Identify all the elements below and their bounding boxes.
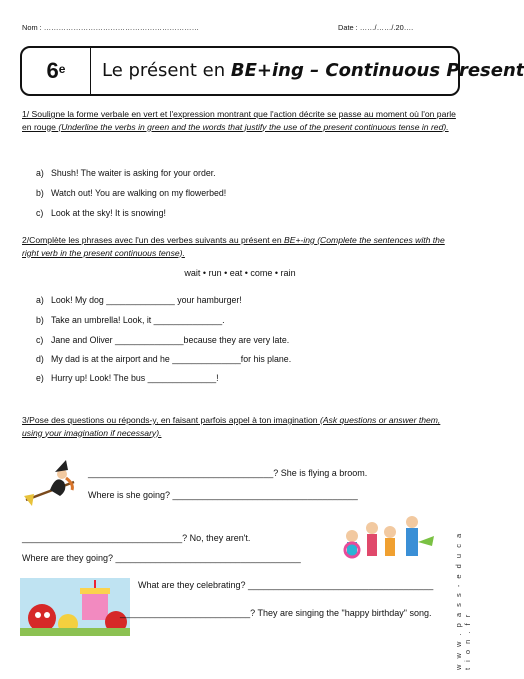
ex3-line: ________________________________? No, they aren't. bbox=[22, 533, 251, 543]
birthday-party-illustration bbox=[20, 578, 130, 636]
item-label: b) bbox=[36, 315, 44, 325]
date-field: Date : ……/……/.20…. bbox=[338, 23, 414, 32]
item-label: c) bbox=[36, 335, 44, 345]
ex2-item bbox=[36, 335, 289, 345]
item-text: My dad is at the airport and he ______________for his plane. bbox=[51, 354, 292, 364]
ex2-item bbox=[36, 315, 225, 325]
ex1-instruction bbox=[22, 108, 458, 133]
ex3-instruction-en: (Ask questions or answer them, using your imagination if necessary). bbox=[22, 415, 441, 438]
verb-list: wait • run • eat • come • rain bbox=[184, 268, 296, 278]
ex2-item bbox=[36, 373, 219, 383]
item-text: Look at the sky! It is snowing! bbox=[51, 208, 166, 218]
witch-illustration bbox=[22, 460, 82, 508]
ex1-instruction-en: (Underline the verbs in green and the words that justify the use of the present continuous tense in red). bbox=[58, 121, 449, 132]
ex3-line: _____________________________________? She is flying a broom. bbox=[88, 468, 368, 478]
item-label: c) bbox=[36, 208, 44, 218]
item-label: a) bbox=[36, 295, 44, 305]
website-watermark: w w w . p a s s - e d u c a t i o n . f r bbox=[454, 531, 472, 670]
ex3-instruction-fr: 3/Pose des questions ou réponds-y, en faisant parfois appel à ton imagination bbox=[22, 415, 320, 425]
ex2-instruction-en: (Complete the sentences with the right verb in the present continuous tense). bbox=[22, 235, 445, 258]
item-label: b) bbox=[36, 188, 44, 198]
title-italic: BE+ing – Continuous Present bbox=[230, 60, 524, 81]
ex1-instruction-fr: 1/ Souligne la forme verbale en vert et l'expression montrant que l'action décrite se passe au moment où l'on parle en rouge bbox=[22, 109, 456, 132]
item-text: Look! My dog ______________ your hamburger! bbox=[51, 295, 242, 305]
item-label: d) bbox=[36, 354, 44, 364]
ex2-item bbox=[36, 354, 291, 364]
beach-family-illustration bbox=[342, 514, 438, 562]
title-box bbox=[20, 46, 524, 96]
item-text: Take an umbrella! Look, it ______________. bbox=[51, 315, 225, 325]
ex3-instruction bbox=[22, 414, 458, 439]
ex1-item bbox=[36, 208, 166, 218]
ex2-instruction bbox=[22, 234, 458, 259]
item-label: a) bbox=[36, 168, 44, 178]
item-text: Shush! The waiter is asking for your order. bbox=[51, 168, 216, 178]
item-label: e) bbox=[36, 373, 44, 383]
grade-superscript: e bbox=[58, 62, 66, 76]
item-text: Hurry up! Look! The bus ______________! bbox=[51, 373, 219, 383]
ex2-instruction-be: BE+-ing bbox=[284, 235, 315, 245]
ex2-instruction-fr: 2/Complète les phrases avec l'un des verbes suivants au présent en bbox=[22, 235, 284, 245]
ex3-line: Where are they going? _____________________________________ bbox=[22, 553, 301, 563]
page-title bbox=[102, 60, 524, 81]
ex3-line: __________________________? They are singing the "happy birthday" song. bbox=[120, 608, 432, 618]
title-prefix: Le présent en bbox=[102, 60, 231, 81]
ex1-item bbox=[36, 168, 216, 178]
item-text: Watch out! You are walking on my flowerbed! bbox=[51, 188, 227, 198]
grade-number: 6 bbox=[46, 58, 59, 83]
ex3-line: Where is she going? _____________________________________ bbox=[88, 490, 358, 500]
grade-cell bbox=[22, 48, 91, 94]
item-text: Jane and Oliver ______________because they are very late. bbox=[51, 335, 290, 345]
ex2-item bbox=[36, 295, 242, 305]
ex1-item bbox=[36, 188, 226, 198]
name-field: Nom : ……………………………………………………… bbox=[22, 23, 199, 32]
ex3-line: What are they celebrating? _____________________________________ bbox=[138, 580, 434, 590]
